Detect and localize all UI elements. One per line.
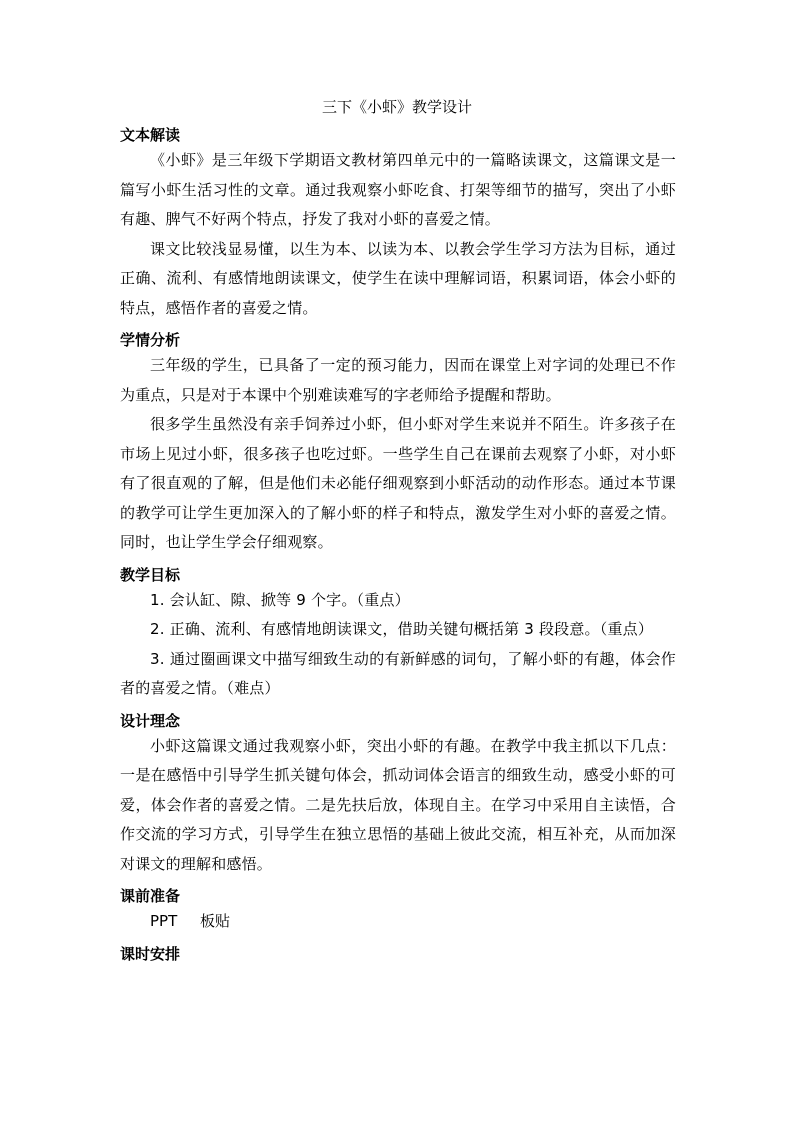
section-heading: 课前准备 [120,887,181,905]
paragraph: 小虾这篇课文通过我观察小虾，突出小虾的有趣。在教学中我主抓以下几点：一是在感悟中引导学生抓关键句体会，抓动词体会语言的细致生动，感受小虾的可爱，体会作者的喜爱之情。二是先扶后放，体现自主。在学习中采用自主读悟，合作交流的学习方式，引导学生在独立思悟的基础上彼此交流，相互补充，从而加深对课文的理解和感悟。 [120,736,676,873]
prep-item-ppt: PPT [150,912,178,930]
section-concept [120,710,676,880]
section-heading: 文本解读 [120,126,181,144]
goal-item: 3. 通过圈画课文中描写细致生动的有新鲜感的词句，了解小虾的有趣，体会作者的喜爱之情。（难点） [120,649,676,697]
section-student-analysis [120,329,676,558]
document-body [120,124,676,965]
prep-items [120,907,676,937]
section-heading: 教学目标 [120,565,181,584]
paragraph: 很多学生虽然没有亲手饲养过小虾，但小虾对学生来说并不陌生。许多孩子在市场上见过小虾，很多孩子也吃过虾。一些学生自己在课前去观察了小虾，对小虾有了很直观的了解，但是他们未必能仔细观察到小虾活动的动作形态。通过本节课的教学可让学生更加深入的了解小虾的样子和特点，激发学生对小虾的喜爱之情。同时，也让学生学会仔细观察。 [120,415,676,551]
section-heading: 学情分析 [120,331,181,349]
goal-item: 1. 会认缸、隙、掀等 9 个字。（重点） [150,590,410,609]
section-prep [120,885,676,937]
section-heading: 课时安排 [120,944,181,963]
section-schedule [120,943,676,965]
section-text-analysis [120,124,676,323]
document-title: 三下《小虾》教学设计 [321,98,472,116]
section-heading: 设计理念 [120,711,181,730]
goal-item: 2. 正确、流利、有感情地朗读课文，借助关键句概括第 3 段段意。（重点） [150,620,654,638]
paragraph: 《小虾》是三年级下学期语文教材第四单元中的一篇略读课文，这篇课文是一篇写小虾生活习性的文章。通过我观察小虾吃食、打架等细节的描写，突出了小虾有趣、脾气不好两个特点，抒发了我对小虾的喜爱之情。 [120,151,676,228]
paragraph: 课文比较浅显易懂，以生为本、以读为本、以教会学生学习方法为目标，通过正确、流利、有感情地朗读课文，使学生在读中理解词语，积累词语，体会小虾的特点，感悟作者的喜爱之情。 [120,239,676,317]
prep-item-board: 板贴 [200,912,231,930]
section-goals [120,564,676,704]
paragraph: 三年级的学生，已具备了一定的预习能力，因而在课堂上对字词的处理已不作为重点，只是对于本课中个别难读难写的字老师给予提醒和帮助。 [120,356,676,404]
